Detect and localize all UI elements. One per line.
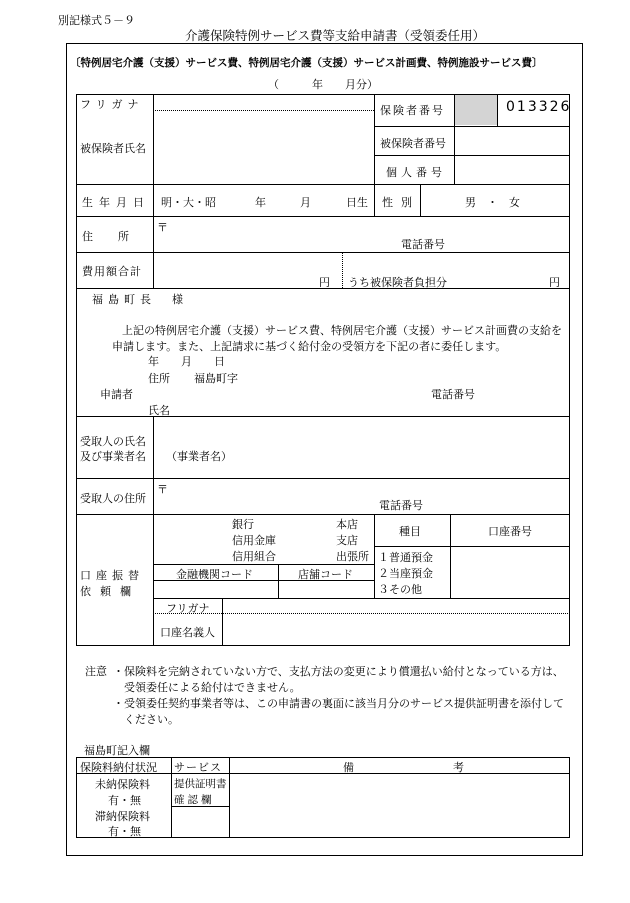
cost-label: 費用額合計 (82, 265, 142, 278)
recipient-name-label-2: 及び事業者名 (80, 450, 146, 463)
address-phone-label: 電話番号 (401, 238, 445, 251)
insured-number-label: 被保険者番号 (380, 137, 446, 150)
form-title: 介護保険特例サービス費等支給申請書（受領委任用） (185, 28, 486, 43)
period: （ 年 月分） (268, 78, 378, 91)
bank-section-label-2: 依頼欄 (80, 585, 140, 598)
note-line-2: 受領委任による給付はできません。 (124, 681, 301, 694)
applicant-label: 申請者 (100, 388, 133, 401)
cert-line-1: 提供証明書 (174, 778, 227, 790)
account-type-label: 種目 (399, 525, 421, 538)
note-line-4: ください。 (124, 713, 179, 726)
recipient-phone-label: 電話番号 (379, 499, 423, 512)
personal-number-label: 個人番号 (386, 166, 446, 179)
note-line-3: ・受領委任契約事業者等は、この申請書の裏面に該当月分のサービス提供証明書を添付して (113, 697, 564, 710)
sex-options[interactable]: 男 ・ 女 (465, 196, 520, 209)
holder-furigana-label: フリガナ (166, 602, 210, 615)
applicant-name-label: 氏名 (148, 404, 170, 417)
request-date[interactable]: 年 月 日 (148, 355, 225, 368)
insured-name-label: 被保険者氏名 (80, 142, 146, 155)
col-remarks: 備 考 (343, 761, 464, 774)
birthdate-day: 日生 (346, 196, 368, 209)
col-payment-status: 保険料納付状況 (80, 761, 157, 774)
arrears-options[interactable]: 有・無 (108, 825, 141, 838)
unpaid-label: 未納保険料 (95, 778, 150, 791)
unpaid-options[interactable]: 有・無 (108, 794, 141, 807)
request-address-town: 福島町字 (194, 372, 238, 385)
birthdate-label: 生年月日 (82, 196, 150, 209)
inst-type-shinkin[interactable]: 信用金庫 (232, 534, 276, 547)
address-label: 住 所 (82, 230, 130, 243)
applicant-phone-label: 電話番号 (431, 388, 475, 401)
branch-type-main[interactable]: 本店 (336, 518, 358, 531)
furigana-label: フリガナ (80, 98, 144, 111)
request-body-line1: 上記の特例居宅介護（支援）サービス費、特例居宅介護（支援）サービス計画費の支給を (122, 324, 562, 337)
recipient-address-label: 受取人の住所 (80, 492, 146, 505)
insurer-number-value[interactable]: 013326 (506, 99, 572, 115)
account-number-label: 口座番号 (488, 525, 532, 538)
cert-line-2: 確認欄 (174, 794, 215, 806)
birthdate-eras[interactable]: 明・大・昭 (161, 196, 216, 209)
branch-type-branch[interactable]: 支店 (336, 534, 358, 547)
account-type-current[interactable]: ２当座預金 (378, 567, 433, 580)
postal-mark: 〒 (157, 221, 168, 234)
form-number: 別記様式５－９ (58, 14, 135, 27)
arrears-label: 滞納保険料 (95, 810, 150, 823)
inst-code-label: 金融機関コード (176, 568, 253, 581)
inst-type-kumiai[interactable]: 信用組合 (232, 550, 276, 563)
office-label: 福島町記入欄 (84, 744, 150, 757)
bank-section-label-1: 口座振替 (80, 569, 144, 582)
col-service: サービス (174, 761, 222, 774)
self-pay-yen: 円 (549, 276, 560, 289)
inst-type-bank[interactable]: 銀行 (232, 518, 254, 531)
branch-type-sub[interactable]: 出張所 (336, 550, 369, 563)
sex-label: 性別 (382, 196, 420, 209)
request-address-prefix: 住所 (148, 372, 170, 385)
birthdate-month: 月 (300, 196, 311, 209)
note-line-1: ・保険料を完納されていない方で、支払方法の変更により償還払い給付となっている方は、 (113, 665, 564, 678)
addressee: 福島町長 様 (92, 293, 188, 306)
account-type-ordinary[interactable]: １普通預金 (378, 551, 433, 564)
branch-code-label: 店舗コード (298, 568, 353, 581)
notes-label: 注意 (85, 665, 107, 678)
recipient-postal-mark: 〒 (157, 483, 168, 496)
business-name-label: （事業者名） (166, 450, 232, 463)
account-holder-label: 口座名義人 (160, 626, 215, 639)
form-subtitle: 〔特例居宅介護（支援）サービス費、特例居宅介護（支援）サービス計画費、特例施設サービス費〕 (70, 57, 543, 69)
recipient-name-label-1: 受取人の氏名 (80, 435, 146, 448)
request-body-line2: 申請します。また、上記請求に基づく給付金の受領方を下記の者に委任します。 (112, 340, 507, 353)
insurer-number-label: 保険者番号 (380, 104, 445, 117)
birthdate-year: 年 (255, 196, 266, 209)
self-pay-label: うち被保険者負担分 (348, 276, 447, 289)
cost-yen: 円 (319, 276, 330, 289)
account-type-other[interactable]: ３その他 (378, 583, 422, 596)
